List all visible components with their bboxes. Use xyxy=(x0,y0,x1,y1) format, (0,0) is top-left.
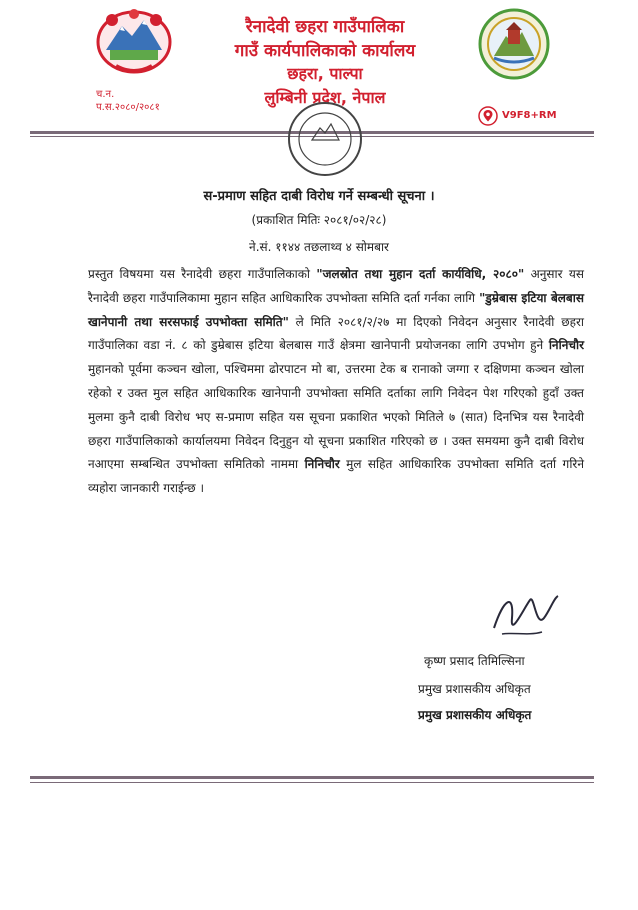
header-line-4: लुम्बिनी प्रदेश, नेपाल xyxy=(264,88,386,107)
signatory-designation: प्रमुख प्रशासकीय अधिकृत xyxy=(418,682,531,696)
plus-code: V9F8+RM xyxy=(502,110,557,121)
office-seal-stamp xyxy=(286,100,364,178)
body-text-5: मुल सहित आधिकारिक उपभोक्ता समिति दर्ता गरिने व्यहोरा जानकारी गराईन्छ । xyxy=(88,457,584,496)
body-bold-source-2: निनिचौर xyxy=(304,457,340,472)
footer-rule xyxy=(30,776,594,779)
signatory-name: कृष्ण प्रसाद तिमिल्सिना xyxy=(424,654,525,668)
location-pin-icon xyxy=(478,106,498,126)
notice-body xyxy=(88,263,584,501)
notice-title: स-प्रमाण सहित दाबी विरोध गर्ने सम्बन्धी सूचना । xyxy=(203,189,435,204)
published-date: (प्रकाशित मितिः २०८१/०२/२८) xyxy=(251,213,387,227)
nepal-emblem-logo xyxy=(92,6,176,78)
handwritten-signature xyxy=(484,588,564,648)
body-text-1: प्रस्तुत विषयमा यस रैनादेवी छहरा गाउँपालिकाको xyxy=(88,267,317,281)
header-line-2: गाउँ कार्यपालिकाको कार्यालय xyxy=(234,41,416,61)
ref-number: च.न. xyxy=(96,89,115,100)
header-line-3: छहरा, पाल्पा xyxy=(287,64,363,83)
body-text-2: अनुसार यस रैनादेवी छहरा गाउँपालिकामा मुहान सहित आधिकारिक उपभोक्ता समिति दर्ता गर्नका लागि xyxy=(88,267,584,305)
footer-rule-thin xyxy=(30,782,594,783)
ref-fiscal-year: प.स.२०८०/२०८१ xyxy=(96,102,160,113)
signatory-stamp-title: प्रमुख प्रशासकीय अधिकृत xyxy=(418,708,532,722)
body-bold-committee: "डुम्रेबास इटिया बेलबास खानेपानी तथा सरसफाई उपभोक्ता समिति" xyxy=(88,290,584,329)
body-bold-procedure: "जलस्रोत तथा मुहान दर्ता कार्यविधि, २०८०" xyxy=(316,267,525,281)
body-text-3: ले मिति २०८१/२/२७ मा दिएको निवेदन अनुसार रैनादेवी छहरा गाउँपालिका वडा नं. ८ को डुम्रेबास इटिया बेलबास गाउँ क्षेत्रमा खानेपानी प्रयोजनका लागि उपभोग हुने xyxy=(88,314,584,353)
body-bold-source-1: निनिचौर xyxy=(548,338,584,353)
nepal-sambat-date: ने.सं. ११४४ तछलाथ्व ४ सोमबार xyxy=(249,240,389,254)
header-line-1: रैनादेवी छहरा गाउँपालिका xyxy=(245,17,405,37)
municipality-logo xyxy=(478,8,550,80)
body-text-4: मुहानको पूर्वमा कञ्चन खोला, पश्चिममा ढोरपाटन मो बा, उत्तरमा टेक ब रानाको जग्गा र दक्षिणमा कञ्चन खोला रहेको र उक्त मुल सहित आधिकारिक खानेपानी उपभोक्ता समिति दर्ताका लागि निवेदन पेश गरिएको हुदाँ उक्त मुलमा कुनै दाबी विरोध भए स-प्रमाण सहित यस सूचना प्रकाशित भएको मितिले ७ (सात) दिनभित्र यस रैनादेवी छहरा गाउँपालिकाको कार्यालयमा निवेदन दिनुहुन यो सूचना प्रकाशित गरिएको छ । उक्त समयमा कुनै दाबी विरोध नआएमा सम्बन्धित उपभोक्ता समितिको नाममा xyxy=(88,362,584,472)
